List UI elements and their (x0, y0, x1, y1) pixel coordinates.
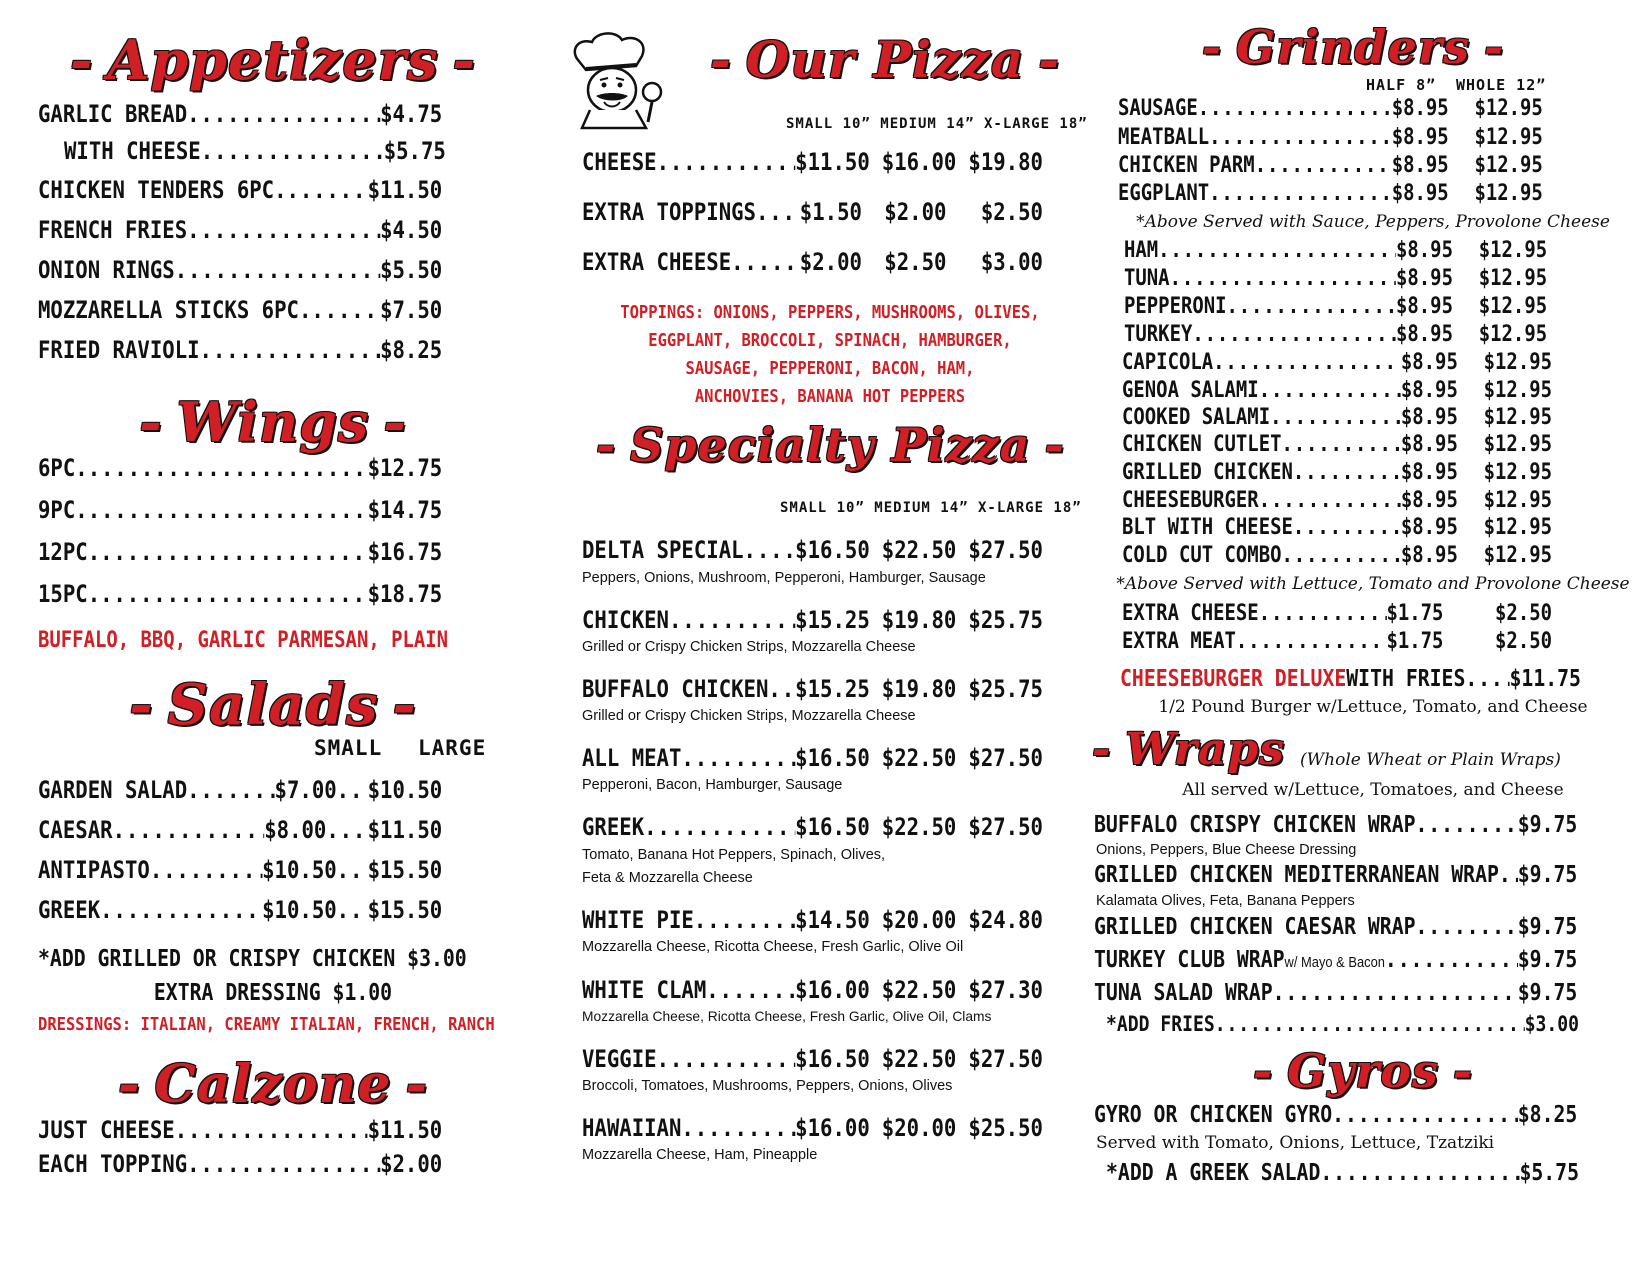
specialty-pizza-heading: - Specialty Pizza - (596, 418, 1065, 472)
item-description: Kalamata Olives, Feta, Banana Peppers (1096, 893, 1355, 909)
menu-item: HAWAIIAN ..... $16.00 $20.00 $25.50 (582, 1114, 1043, 1142)
menu-item: ALL MEAT ..... $16.50 $22.50 $27.50 (582, 744, 1043, 772)
deluxe-note: 1/2 Pound Burger w/Lettuce, Tomato, and Cheese (1158, 697, 1588, 717)
wraps-heading: - Wraps (Whole Wheat or Plain Wraps) (1092, 724, 1561, 775)
item-description: Onions, Peppers, Blue Cheese Dressing (1096, 842, 1357, 858)
menu-item: 12PC. ..... $16.75 (38, 538, 442, 566)
gyro-note: Served with Tomato, Onions, Lettuce, Tzatziki (1096, 1133, 1495, 1153)
menu-item: GENOA SALAMI ..... $8.95 $12.95 (1122, 378, 1552, 403)
wraps-note: All served w/Lettuce, Tomatoes, and Cheese (1182, 780, 1564, 800)
item-description: Mozzarella Cheese, Ham, Pineapple (582, 1147, 818, 1163)
salad-extra-dressing: EXTRA DRESSING $1.00 (153, 980, 393, 1006)
item-description: Grilled or Crispy Chicken Strips, Mozzarella Cheese (582, 639, 916, 655)
menu-item: 9PC. ..... $14.75 (38, 496, 442, 524)
menu-item: EXTRA CHEESE ..... $1.75 $2.50 (1122, 601, 1552, 626)
menu-item: JUST CHEESE ..... $11.50 (38, 1116, 442, 1144)
calzone-heading: - Calzone - (117, 1054, 429, 1115)
menu-item: BLT WITH CHEESE ..... $8.95 $12.95 (1122, 515, 1552, 540)
menu-item: *ADD A GREEK SALAD ..... $5.75 (1106, 1160, 1579, 1186)
menu-item: EGGPLANT ..... $8.95 $12.95 (1118, 181, 1543, 206)
menu-item: COOKED SALAMI ..... $8.95 $12.95 (1122, 405, 1552, 430)
gyros-heading: - Gyros - (1252, 1044, 1473, 1098)
right-column (1092, 0, 1630, 1275)
wraps-title: Wraps (1125, 724, 1285, 775)
grinder-note: *Above Served with Lettuce, Tomato and Provolone Cheese (1116, 574, 1630, 594)
salad-size-small: SMALL (314, 736, 383, 760)
specialty-pizza-title: Specialty Pizza (630, 418, 1031, 472)
salads-title: Salads (167, 672, 379, 738)
item-description: Grilled or Crispy Chicken Strips, Mozzarella Cheese (582, 708, 916, 724)
our-pizza-heading: - Our Pizza - (710, 30, 1060, 89)
item-description: Pepperoni, Bacon, Hamburger, Sausage (582, 777, 843, 793)
item-description: Peppers, Onions, Mushroom, Pepperoni, Hamburger, Sausage (582, 570, 986, 586)
menu-item: CHICKEN TENDERS 6PC. ..... $11.50 (38, 176, 442, 204)
salad-add-chicken: *ADD GRILLED OR CRISPY CHICKEN $3.00 (38, 946, 467, 972)
menu-item: FRIED RAVIOLI ..... $8.25 (38, 336, 442, 364)
menu-item: EXTRA TOPPINGS ..... $1.50 $2.00 $2.50 (582, 198, 1043, 226)
menu-item: CHEESEBURGER ..... $8.95 $12.95 (1122, 488, 1552, 513)
grinders-title: Grinders (1235, 20, 1470, 74)
menu-item: CAESAR ..... $8.00 ..... $11.50 (38, 816, 442, 844)
menu-item: TUNA SALAD WRAP ..... $9.75 (1094, 980, 1577, 1006)
our-pizza-title: Our Pizza (745, 30, 1025, 89)
left-column (38, 0, 508, 1275)
specialty-sizes: SMALL 10” MEDIUM 14” X-LARGE 18” (780, 500, 1082, 516)
grinders-heading: - Grinders - (1201, 20, 1505, 74)
our-pizza-sizes: SMALL 10” MEDIUM 14” X-LARGE 18” (786, 116, 1088, 132)
menu-item: DELTA SPECIAL ..... $16.50 $22.50 $27.50 (582, 536, 1043, 564)
menu-item: COLD CUT COMBO ..... $8.95 $12.95 (1122, 543, 1552, 568)
middle-column (582, 0, 1088, 1275)
toppings-line: TOPPINGS: ONIONS, PEPPERS, MUSHROOMS, OLIVES, (620, 302, 1040, 323)
menu-item: FRENCH FRIES ..... $4.50 (38, 216, 442, 244)
menu-item: BUFFALO CRISPY CHICKEN WRAP ..... $9.75 (1094, 812, 1577, 838)
menu-item: MEATBALL ..... $8.95 $12.95 (1118, 125, 1543, 150)
menu-item: CHICKEN PARM ..... $8.95 $12.95 (1118, 153, 1543, 178)
toppings-line: EGGPLANT, BROCCOLI, SPINACH, HAMBURGER, (648, 330, 1012, 351)
menu-item: TUNA ..... $8.95 $12.95 (1124, 266, 1547, 291)
toppings-line: ANCHOVIES, BANANA HOT PEPPERS (694, 386, 966, 407)
menu-item: WHITE PIE ..... $14.50 $20.00 $24.80 (582, 906, 1043, 934)
gyros-title: Gyros (1287, 1044, 1439, 1098)
menu-item: WITH CHEESE ..... $5.75 (64, 137, 446, 165)
menu-item: WHITE CLAM ..... $16.00 $22.50 $27.30 (582, 976, 1043, 1004)
menu-item: EACH TOPPING ..... $2.00 (38, 1150, 442, 1178)
grinder-size-whole: WHOLE 12” (1456, 76, 1547, 94)
menu-item: GREEK ..... $10.50 ..... $15.50 (38, 896, 442, 924)
menu-item: VEGGIE ..... $16.50 $22.50 $27.50 (582, 1045, 1043, 1073)
menu-item: GARDEN SALAD ..... $7.00 ..... $10.50 (38, 776, 442, 804)
salad-size-large: LARGE (418, 736, 487, 760)
wraps-subtitle: (Whole Wheat or Plain Wraps) (1300, 749, 1561, 770)
item-description: Mozzarella Cheese, Ricotta Cheese, Fresh Garlic, Olive Oil, Clams (582, 1009, 992, 1024)
item-description: Broccoli, Tomatoes, Mushrooms, Peppers, Onions, Olives (582, 1078, 953, 1094)
wings-heading: - Wings - (139, 390, 407, 454)
wings-title: Wings (176, 390, 370, 454)
menu-item: ONION RINGS ..... $5.50 (38, 256, 442, 284)
appetizers-title: Appetizers (107, 28, 439, 92)
menu-item: CHICKEN ..... $15.25 $19.80 $25.75 (582, 606, 1043, 634)
item-description: Tomato, Banana Hot Peppers, Spinach, Olives, (582, 847, 886, 863)
menu-item: EXTRA MEAT ..... $1.75 $2.50 (1122, 629, 1552, 654)
salad-dressings: DRESSINGS: ITALIAN, CREAMY ITALIAN, FRENCH, RANCH (38, 1014, 495, 1035)
item-description: Mozzarella Cheese, Ricotta Cheese, Fresh Garlic, Olive Oil (582, 939, 964, 955)
grinder-size-half: HALF 8” (1366, 76, 1437, 94)
item-description: Feta & Mozzarella Cheese (582, 870, 753, 886)
menu-item: GREEK ..... $16.50 $22.50 $27.50 (582, 813, 1043, 841)
menu-item: EXTRA CHEESE ..... $2.00 $2.50 $3.00 (582, 248, 1043, 276)
menu-item: TURKEY CLUB WRAP w/ Mayo & Bacon ..... $9.75 (1094, 947, 1577, 973)
menu-item: SAUSAGE ..... $8.95 $12.95 (1118, 96, 1543, 121)
menu-item: GRILLED CHICKEN MEDITERRANEAN WRAP ..... $9.75 (1094, 862, 1577, 888)
menu-item: HAM ..... $8.95 $12.95 (1124, 238, 1547, 263)
menu-item: 15PC. ..... $18.75 (38, 580, 442, 608)
chef-icon (560, 30, 680, 130)
menu-item: CAPICOLA ..... $8.95 $12.95 (1122, 350, 1552, 375)
menu-item: ANTIPASTO ..... $10.50 ..... $15.50 (38, 856, 442, 884)
menu-item: GYRO OR CHICKEN GYRO ..... $8.25 (1094, 1102, 1577, 1128)
menu-item: GARLIC BREAD ..... $4.75 (38, 100, 442, 128)
menu-item: CHEESE ..... $11.50 $16.00 $19.80 (582, 148, 1043, 176)
wing-flavors: BUFFALO, BBQ, GARLIC PARMESAN, PLAIN (38, 628, 449, 653)
menu-item: CHICKEN CUTLET ..... $8.95 $12.95 (1122, 432, 1552, 457)
grinder-note: *Above Served with Sauce, Peppers, Provolone Cheese (1136, 212, 1610, 232)
menu-item: MOZZARELLA STICKS 6PC. ..... $7.50 (38, 296, 442, 324)
calzone-title: Calzone (154, 1054, 392, 1115)
menu-item: PEPPERONI ..... $8.95 $12.95 (1124, 294, 1547, 319)
menu-item: GRILLED CHICKEN ..... $8.95 $12.95 (1122, 460, 1552, 485)
menu-item: GRILLED CHICKEN CAESAR WRAP ..... $9.75 (1094, 914, 1577, 940)
appetizers-heading: - Appetizers - (70, 28, 476, 92)
salads-heading: - Salads - (129, 672, 417, 738)
menu-item: BUFFALO CHICKEN ..... $15.25 $19.80 $25.75 (582, 675, 1043, 703)
toppings-line: SAUSAGE, PEPPERONI, BACON, HAM, (685, 358, 975, 379)
menu-item: *ADD FRIES ..... $3.00 (1106, 1012, 1579, 1036)
menu-item: CHEESEBURGER DELUXE WITH FRIES ..... $11.75 (1120, 666, 1581, 692)
menu-item: 6PC. ..... $12.75 (38, 454, 442, 482)
menu-item: TURKEY ..... $8.95 $12.95 (1124, 322, 1547, 347)
